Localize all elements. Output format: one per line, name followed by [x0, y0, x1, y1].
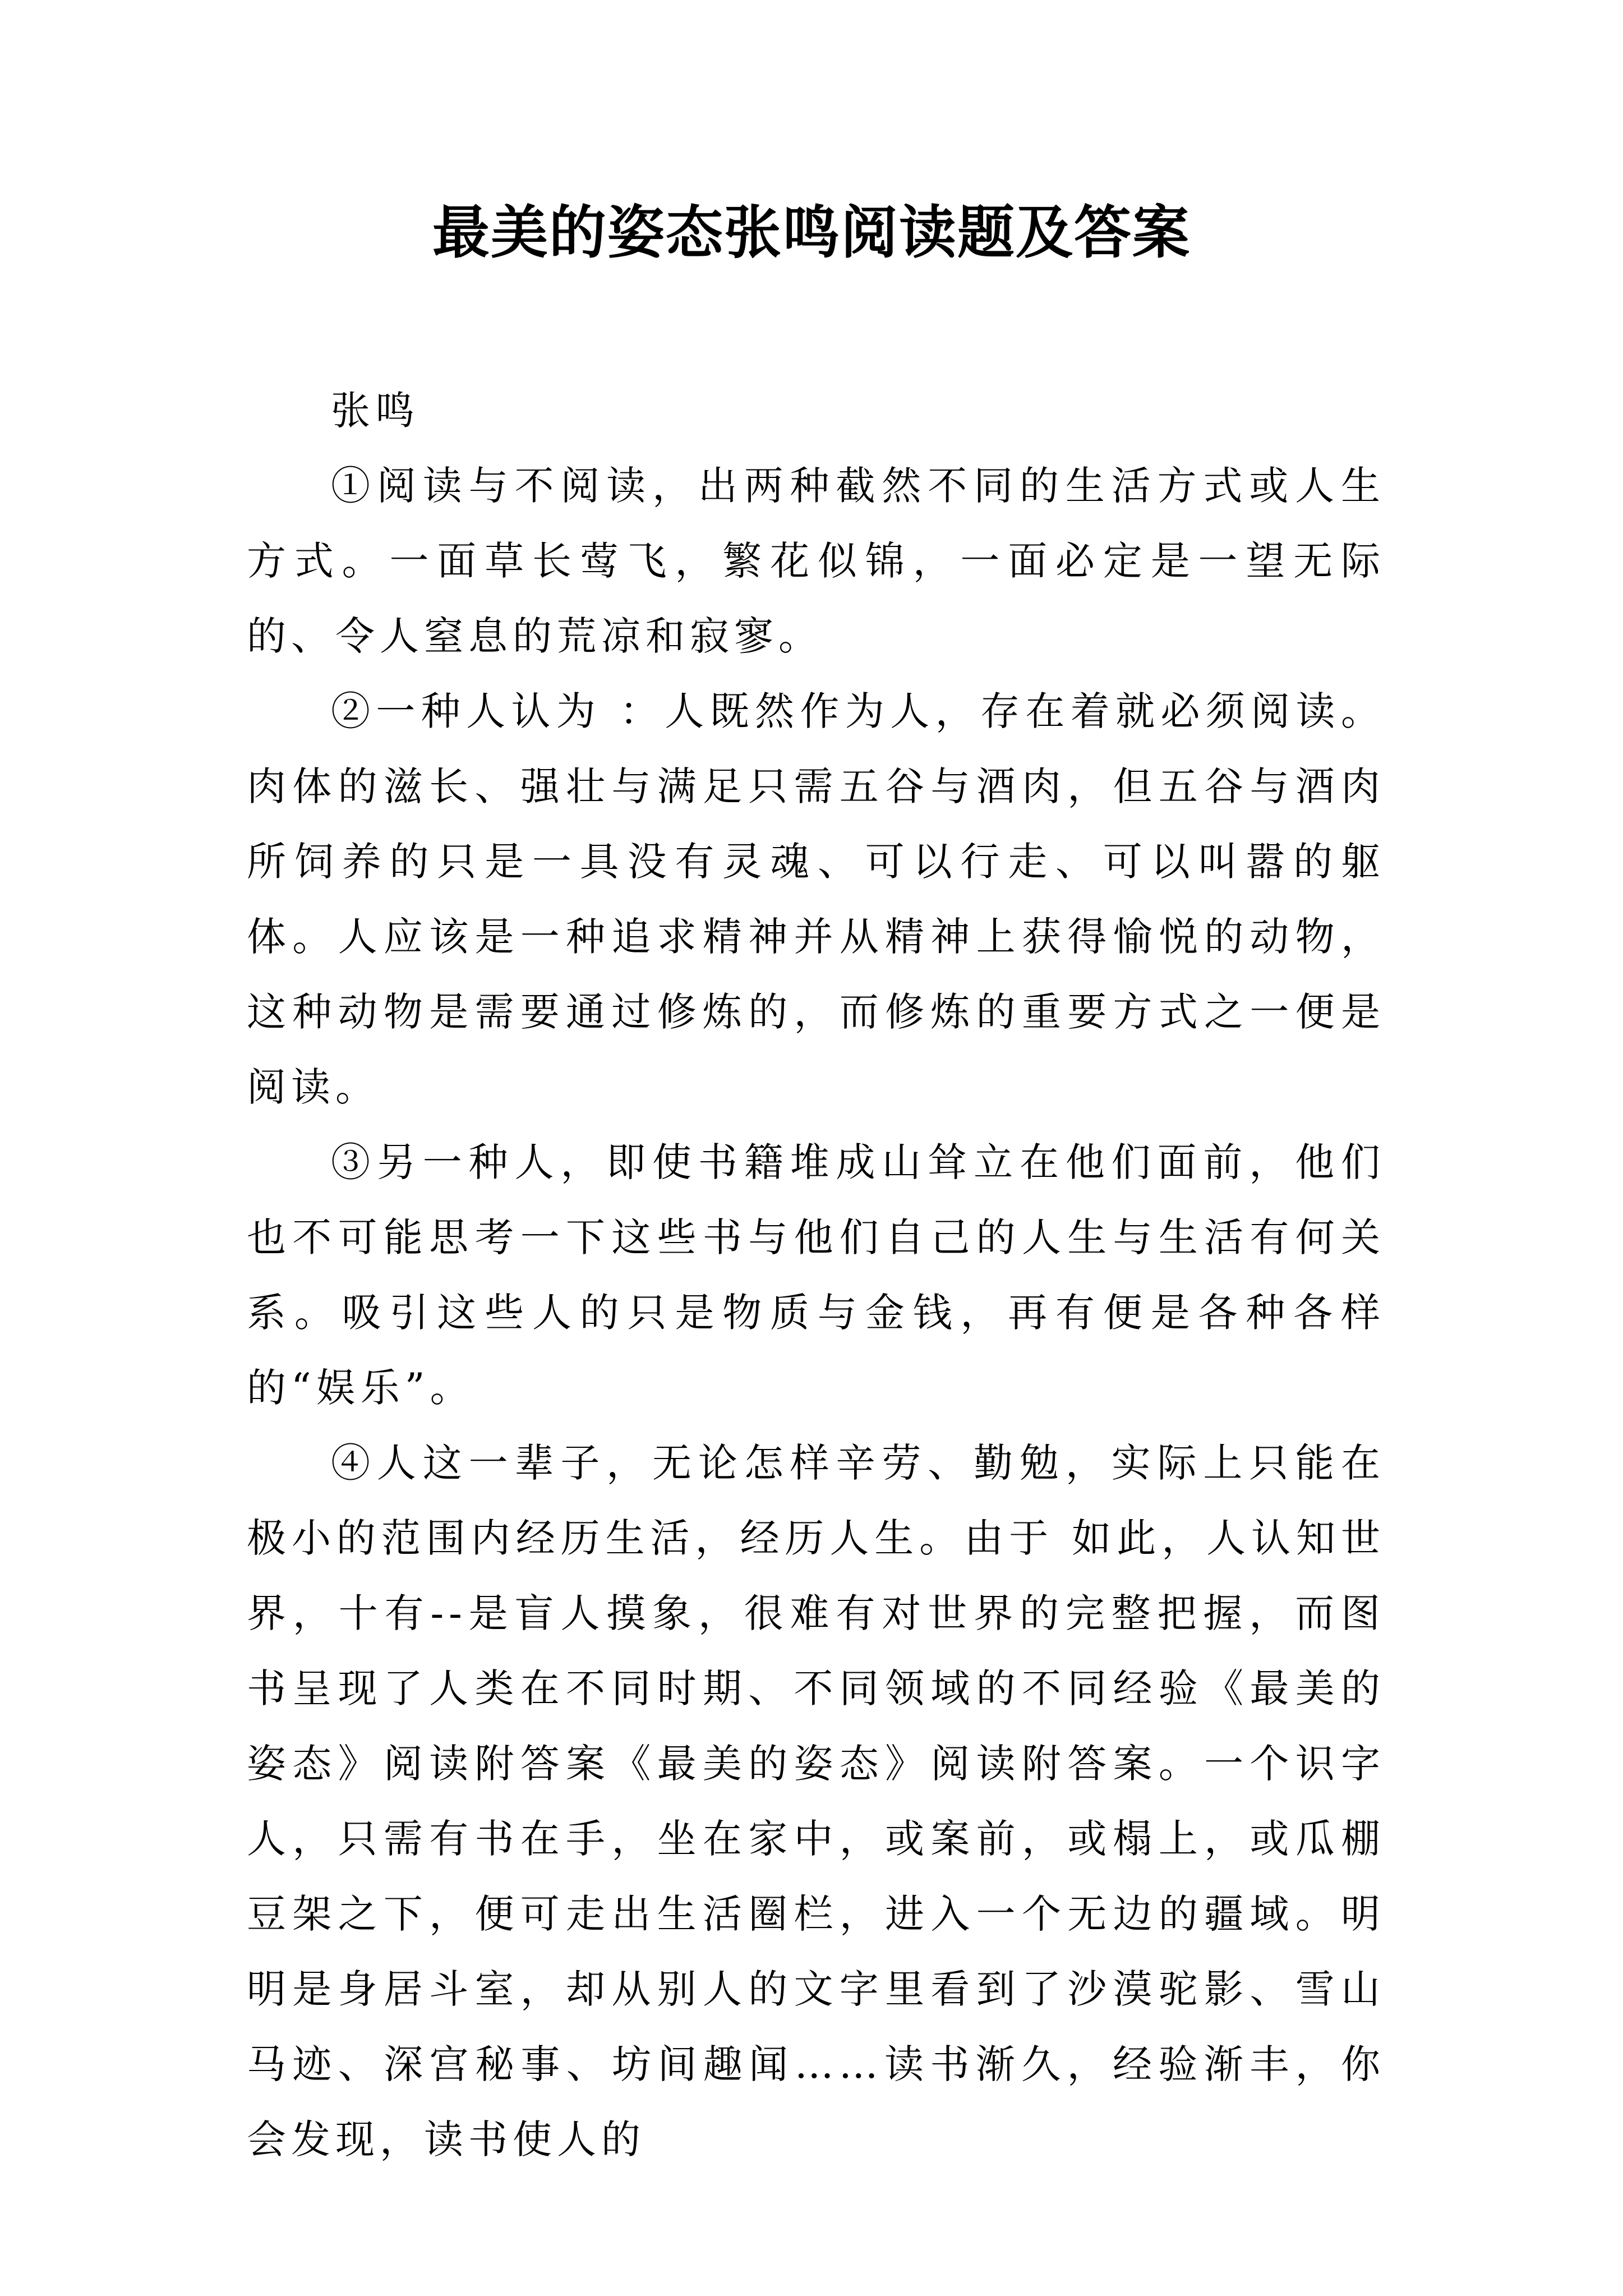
- paragraph-1: ①阅读与不阅读，出两种截然不同的生活方式或人生方式。一面草长莺飞，繁花似锦，一面必定是一望无际的、令人窒息的荒凉和寂寥。: [247, 463, 1385, 659]
- document-body: [247, 373, 1385, 2177]
- paragraph-3: ③另一种人，即使书籍堆成山耸立在他们面前，他们也不可能思考一下这些书与他们自己的人生与生活有何关系。吸引这些人的只是物质与金钱，再有便是各种各样的“娱乐”。: [247, 1139, 1385, 1411]
- paragraph-4: ④人这一辈子，无论怎样辛劳、勤勉，实际上只能在极小的范围内经历生活，经历人生。由于 如此，人认知世界，十有--是盲人摸象，很难有对世界的完整把握，而图书呈现了人类在不同时期、不同领域的不同经验《最美的姿态》阅读附答案《最美的姿态》阅读附答案。一个识字人，只需有书在手，坐在家中，或案前，或榻上，或瓜棚豆架之下，便可走出生活圈栏，进入一个无边的疆域。明明是身居斗室，却从别人的文字里看到了沙漠驼影、雪山马迹、深宫秘事、坊间趣闻……读书渐久，经验渐丰，你会发现，读书使人的: [247, 1440, 1385, 2162]
- author-line: 张鸣: [331, 388, 419, 434]
- paragraph-2: ②一种人认为 ：人既然作为人，存在着就必须阅读。肉体的滋长、强壮与满足只需五谷与酒肉，但五谷与酒肉所饲养的只是一具没有灵魂、可以行走、可以叫嚣的躯体。人应该是一种追求精神并从精神上获得愉悦的动物，这种动物是需要通过修炼的，而修炼的重要方式之一便是阅读。: [247, 688, 1385, 1110]
- document-title: 最美的姿态张鸣阅读题及答案: [432, 199, 1191, 266]
